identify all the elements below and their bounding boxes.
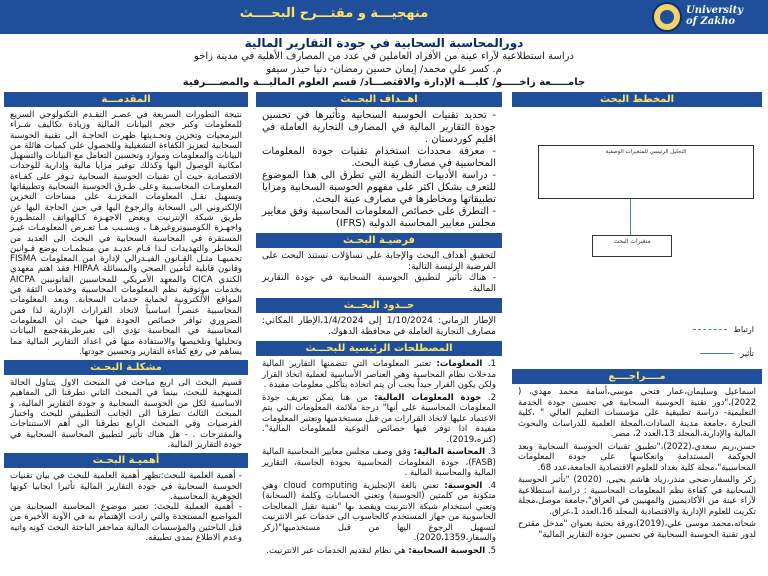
terms-list [256, 356, 502, 561]
framework-arrow [630, 199, 631, 235]
objectives-heading: اهــداف البحــث [256, 92, 502, 107]
term-item: 1. المعلومات: تعتبر المعلومات التي تتضمنها التقارير المالية مدخلات نظام المحاسبة وهي العناصر الأساسية لعملية اتخاذ القرار ولكن يكون القرار جيداً يجب أن يتم اتخاذه بتأكلى معلومات مفيدة . [262, 359, 496, 390]
problem-heading: مشكلـة البحـث [4, 360, 248, 375]
reference-item: زكر والسفار،ضحى منذر،زياد هاشم يحيى، (2020) "تأثير الحوسبة السحابية في كفاءة نظم المعلومات المحاسبية : دراسة استطلاعية لآراء عينة من الأكاديميين والمهنيين في العراق"،جامعة موصل،مجلة تكريت للعلوم الإدارية والاقتصادية المجلد 16،العدد 1،عراق. [518, 475, 757, 517]
right-column [512, 92, 762, 576]
references-heading: مــــراجــــع [512, 369, 762, 384]
objectives-list [256, 107, 502, 233]
objective-item: - معرفة محددات استخدام تقنيات جودة المعلومات المحاسبية في مصارف عينة البحث. [262, 146, 496, 169]
legend-effect: تأثير [700, 349, 754, 358]
references-list [512, 384, 762, 545]
poster-title: دورالمحاسبة السحابية في جودة التقارير المالية [244, 36, 524, 50]
left-column [4, 92, 248, 576]
poster-affiliation: جامـــــعة زاخـــــو/ كليـــة الإدارة والاقتصـــاد/ قسم العلوم الماليـــة والمصــــرفية [182, 77, 586, 88]
term-item: 2. جودة المعلومات المالية: من هنا يمكن تعريف جودة المعلومات المحاسبية على أنها" درجة ملائمة المعلومات التي يتم الاعتماد عليها لاتخاذ القرارات من قبل مستخدميها وتعتبر المعلومات مفيدة اذا توفر فيها خصائص النوعية للمعلومات المالية".(كنزه،2019). [262, 392, 496, 445]
framework-sub-box: متغيرات البحث [592, 235, 672, 257]
reference-item: اسماعيل وسليمان،عمار فتحي موسى،أسامة محمد مهدي، ( 2022)،"دور تقنية الحوسبة السحابية في تحسين جودة الخدمة التعليمية- دراسة تطبيقية على مؤسسات التعليم العالي " ،كلية التجارة ،جامعة مدينة السادات،المجلة العلمية للدراسات والبحوث المالية والإدارية،المجلد 13،العدد 2، مصر. [518, 387, 756, 439]
hypothesis-heading: فرضيـة البحـث [256, 233, 502, 248]
middle-column [256, 92, 502, 576]
poster-header [0, 36, 768, 90]
poster-subtitle: دراسة استطلاعية لآراء عينة من الأفراد العاملين في عدد من المصارف الأهلية في مدينة زاخو [194, 51, 574, 62]
introduction-heading: المقدمـــة [4, 92, 248, 107]
objective-item: - تحديد تقنيات الحوسبة السحابية وتأثيرها في تحسين جودة التقارير المالية في المصارف التجارية العاملة في اقليم كوردستان . [262, 110, 496, 145]
objective-item: - التطرق على خصائص المعلومات المحاسبية وفق معايير مجلس معايير المحاسبة الدولية (IFRS) [262, 206, 496, 229]
university-seal-icon [652, 2, 682, 32]
importance-item: - أهمية العملية للبحث: تعتبر موضوع المحاسبة السحابية من المواضيع المستجدة والتي زادت الإهتمام به في الآونة الأخيرة من قبل الباحثين والمؤسسات المالية مماحفز الباحثة البحث كونه واتيه وعدم الاطلاع بمدى تطبيقه. [10, 502, 242, 543]
term-item: 5. الحوسبة السحابية: هي نظام لتقديم الخدمات عبر الانترنيت. [266, 545, 496, 556]
poster-authors: م. كسر علي محمد/ إيمان حسين رمضان- دنيا حيدر سيفو [266, 64, 502, 75]
banner-title: منهجيـــة و مقتـــرح البحــــث [239, 6, 429, 21]
framework-heading: المخطط البحث [512, 92, 762, 107]
importance-list [4, 468, 248, 546]
objective-item: - دراسة الأدبيات النظرية التي تطرق الى هذا الموضوع للتعرف بشكل اكثر على مفهوم الحوسبة السحابية ومزايا تطبيقاتها ومخاطرها في مصارف عينة البحث. [262, 170, 496, 205]
top-banner [0, 0, 768, 34]
university-logo [652, 2, 762, 32]
university-name: University of Zakho [686, 5, 744, 27]
reference-item: شحاته،محمد موسى علي،(2019)،ورقة بحثية بعنوان "مدخل مقترح لدور تقنية الحوسبة السحابية في تحسين جودة التقارير المالية" [518, 519, 756, 540]
reference-item: حسن،ربم سعدي،(2022)،"تطبيق تقنيات الحوسبة السحابية وبعد الحوكمة المستدامة وانعكاسها على جودة المعلومات المحاسبية"،مجلة كلية بغداد للعلوم الاقتصادية الجامعة،عدد 68. [518, 441, 756, 473]
research-framework-diagram [514, 111, 760, 358]
problem-text: قسيم البحث الى اربع مباحث في المبحث الاول يتناول الحالة المنهجية للبحث، بينما في المبحث الثاني تطرقنا الى المفاهيم الاساسية لكل من الحوسبة السحابية و جودة التقارير المالية، و المبحث الثالث تطرقنا الى الجانب التطبيقي للبحث واختبار الفرضيات وفي المبحث الرابع تطرقنا الى أهم الاستنتاجات والمقترحات . - هل هناك تأثير لتطبيق المحاسبة السحابية في جودة التقارير المالية. [10, 378, 242, 450]
introduction-text: نتيجة التطورات السريعة في عصـر التقـدم التكنولوجي السريع للمعلومات وكبر حجم البيانات المالية وزيادة تكاليف شـراء البرمجيات وتخزين وتحـديثها ظهرت الحاجـة الى تقنية الحوسبة السحابية لتعزيز الكفاءة التشغيلية وللحصول على كميات هائلة من البيانات والمعلومات وموارد وتحسين التعامل مع البيانات والتسهيل امكانية الوصول اليها وكذلك توفير مزايا مالية وإدارية للوحدات الاقتصادية حيث أن تقنيات الحوسبة السحابية تـوفر على كفـاءة المعلومـات المحاسـبية وعلى طـرق الحوسبة السحابية وتطبيقاتها وتسهيل نقـل المعلومات المخزنـة على مساحات التخزين الإلكتروني الى السحابة والرجوع اليها في حين الحاجة اليها عن طريق شبكة الإنترنيت وبعض الاجهـزة كـالهواتف المتطـورة واجهـزة الكومبيوتروغيرهـا ، وبسـبب مـا تعـرض المعلومـات غيـر المستقرة في المحاسبة السحابية في البحث الى العديد من المخاطر والتهديدات لـذا قـام عديـد من منظمـات بوضع قـوانين تحميهـا مثـل القـانون الفيـدرالي لإدارة امن المعلومات FISMA وقانون قابلية لتأمين الصحي والمسائلة HIPAA فقد اهتم معهدي الكندي CICA والمعهد الأمريكي للمحاسبين القانونيين AICPA بخدمات موثوقية نظم المعلومات المحاسبية وخدمات الثقة في المواقع الألكترونية لحماية خدمات السحابة. وبعد المعلومات المحاسبية عنصراً اساسياً لاتخاذ القرارات الإدارية لذا فمن الضروري توافر خصائص الجودة فيها حيث ان المعلومات المحاسبية في المحاسبة تؤدي الى تغيرطريقةجمع البيانات وتحليلها وتلخيصها والاستفادة منها في اعداد التقارير المالية مما يساهم في رفع كفاءة التقارير وتحسين جودتها. [10, 110, 242, 357]
importance-heading: أهميـة البحـث [4, 453, 248, 468]
framework-main-box: التحليل الرئيسي للمتغيرات الوصفية [538, 145, 754, 199]
term-item: 4. الحوسبة: تعني بالغة الإنجليزية cloud computing وهي متكونة من كلمتين (الحوسبة) وتعني الحسابات وكلمة (السحابة) وتعني استخدام شبكة الانترنيت ويقصد بها "تقنية تقبل المعالجات الحاسوبية من جهاز المستخدم كالحاسوب الى خدمات عبر الانترنيت لتسهيل الرجوع اليها من قبل مستخدميها"(زكر والسفار،2020،1359). [262, 480, 497, 543]
terms-heading: المصطلحات الرئيسية للبحـــث [256, 341, 502, 356]
importance-item: - أهمية العلمية للبحث:تظهر أهمية العلمية للبحث في بيان تقنيات الحوسبة السحابية في جودة التقارير المالية تأثيرا ايجابيا كونها الجوهرية المحاسبية. [10, 471, 242, 502]
limits-text: الإطار الزماني: 1/10/2024 إلى 1/4/2024،الإطار المكاني: مصارف التجارية العاملة في محافظة الدهوك. [262, 316, 496, 337]
legend-influence: ارتباط [693, 325, 754, 334]
hypothesis-text: لتحقيق أهداف البحث والإجابة على تساؤلات تستند البحث على الفرضية الرئيسة التالية: - هناك تأثير لتطبيق الحوسبة السحابية في جودة التقارير المالية. [262, 251, 496, 294]
limits-heading: حــدود البحــث [256, 298, 502, 313]
term-item: 3. المحاسبة المالية: وفق وصف مجلس معايير المحاسبة المالية (FASB)، جودة المعلومات المحاسبية بجودة الحاسبة، التقارير المالية والمحاسبة المالية . [262, 447, 497, 478]
